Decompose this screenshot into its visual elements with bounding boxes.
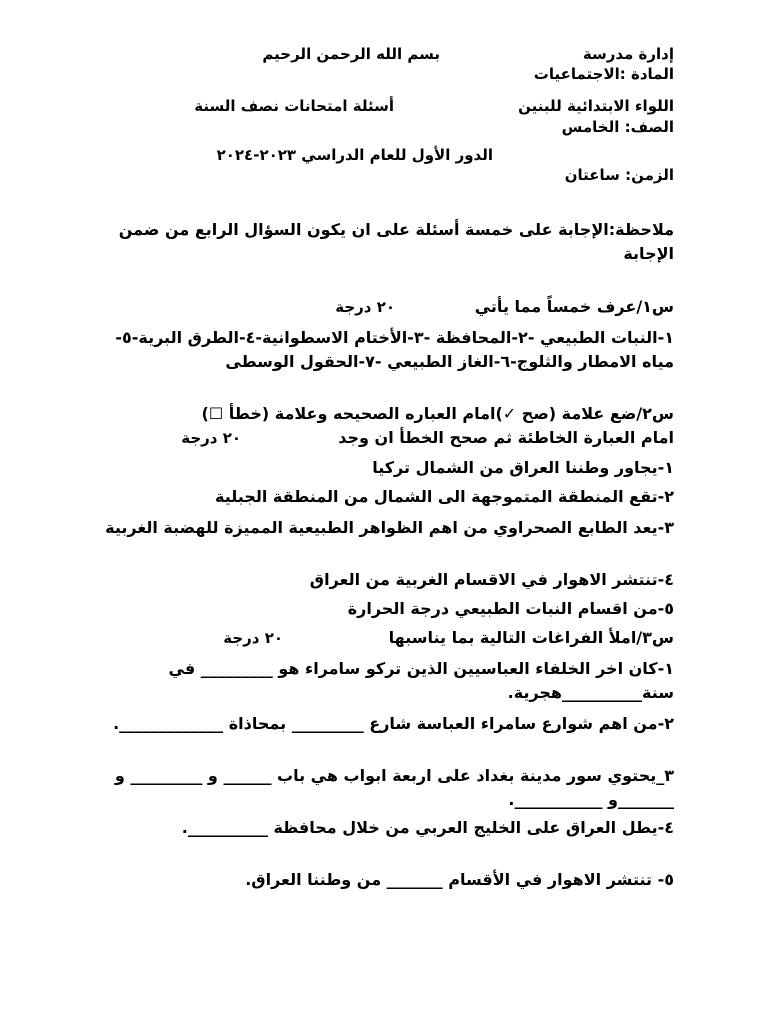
q3-item-5: ٥- تنتشر الاهوار في الأقسام _______ من وطننا العراق. — [245, 870, 674, 889]
q2-item-4: ٤-تنتشر الاهوار في الاقسام الغربية من العراق — [309, 570, 674, 589]
exam-note: ملاحظة:الإجابة على خمسة أسئلة على ان يكون السؤال الرابع من ضمن الإجابة — [118, 220, 674, 263]
q2-prompt-line2: امام العبارة الخاطئة ثم صحح الخطأ ان وجد — [338, 428, 674, 447]
school-name: اللواء الابتدائية للبنين — [518, 97, 674, 115]
q3-item-3: ٣_يحتوي سور مدينة بغداد على اربعة ابواب هي باب ______ و _________ و _______و ___________. — [114, 766, 674, 809]
q2-item-1: ١-يجاور وطننا العراق من الشمال تركيا — [372, 458, 674, 477]
exam-title: أسئلة امتحانات نصف السنة — [194, 97, 394, 115]
q3-item-2: ٢-من اهم شوارع سامراء العباسة شارع _________ بمحاذاة _____________. — [113, 714, 674, 733]
q1-prompt: س١/عرف خمساً مما يأتي — [474, 297, 674, 316]
basmala: بسم الله الرحمن الرحيم — [262, 45, 440, 63]
q3-item-4: ٤-يطل العراق على الخليج العربي من خلال محافظة __________. — [181, 818, 674, 837]
school-admin: إدارة مدرسة — [582, 45, 674, 63]
q2-item-5: ٥-من اقسام النبات الطبيعي درجة الحرارة — [347, 599, 674, 618]
exam-time: الزمن: ساعتان — [564, 166, 674, 184]
subject: المادة :الاجتماعيات — [533, 65, 674, 83]
q3-prompt: س٣/املأ الفراغات التالية بما يناسبها — [388, 628, 674, 647]
q3-item-1: ١-كان اخر الخلفاء العباسيين الذين تركو سامراء هو _________ في سنة__________هجرية. — [168, 659, 674, 702]
q1-marks: ٢٠ درجة — [335, 298, 395, 316]
q2-item-2: ٢-تقع المنطقة المتموجهة الى الشمال من المنطقة الجبلية — [215, 487, 674, 506]
q1-items: ١-النبات الطبيعي -٢-المحافظة -٣-الأختام الاسطوانية-٤-الطرق البرية-٥-مياه الامطار والثلوج-٦-الغاز الطبيعي -٧-الحقول الوسطى — [115, 328, 674, 371]
exam-session: الدور الأول للعام الدراسي ٢٠٢٣-٢٠٢٤ — [216, 146, 493, 164]
q2-prompt-line1: س٢/ضع علامة (صح ✓)امام العباره الصحيحه وعلامة (خطأ ☐) — [201, 404, 674, 423]
q2-item-3: ٣-يعد الطابع الصحراوي من اهم الظواهر الطبيعية المميزة للهضبة الغربية — [105, 518, 674, 537]
q3-marks: ٢٠ درجة — [223, 629, 283, 647]
grade: الصف: الخامس — [561, 118, 674, 136]
q2-marks: ٢٠ درجة — [181, 429, 241, 447]
